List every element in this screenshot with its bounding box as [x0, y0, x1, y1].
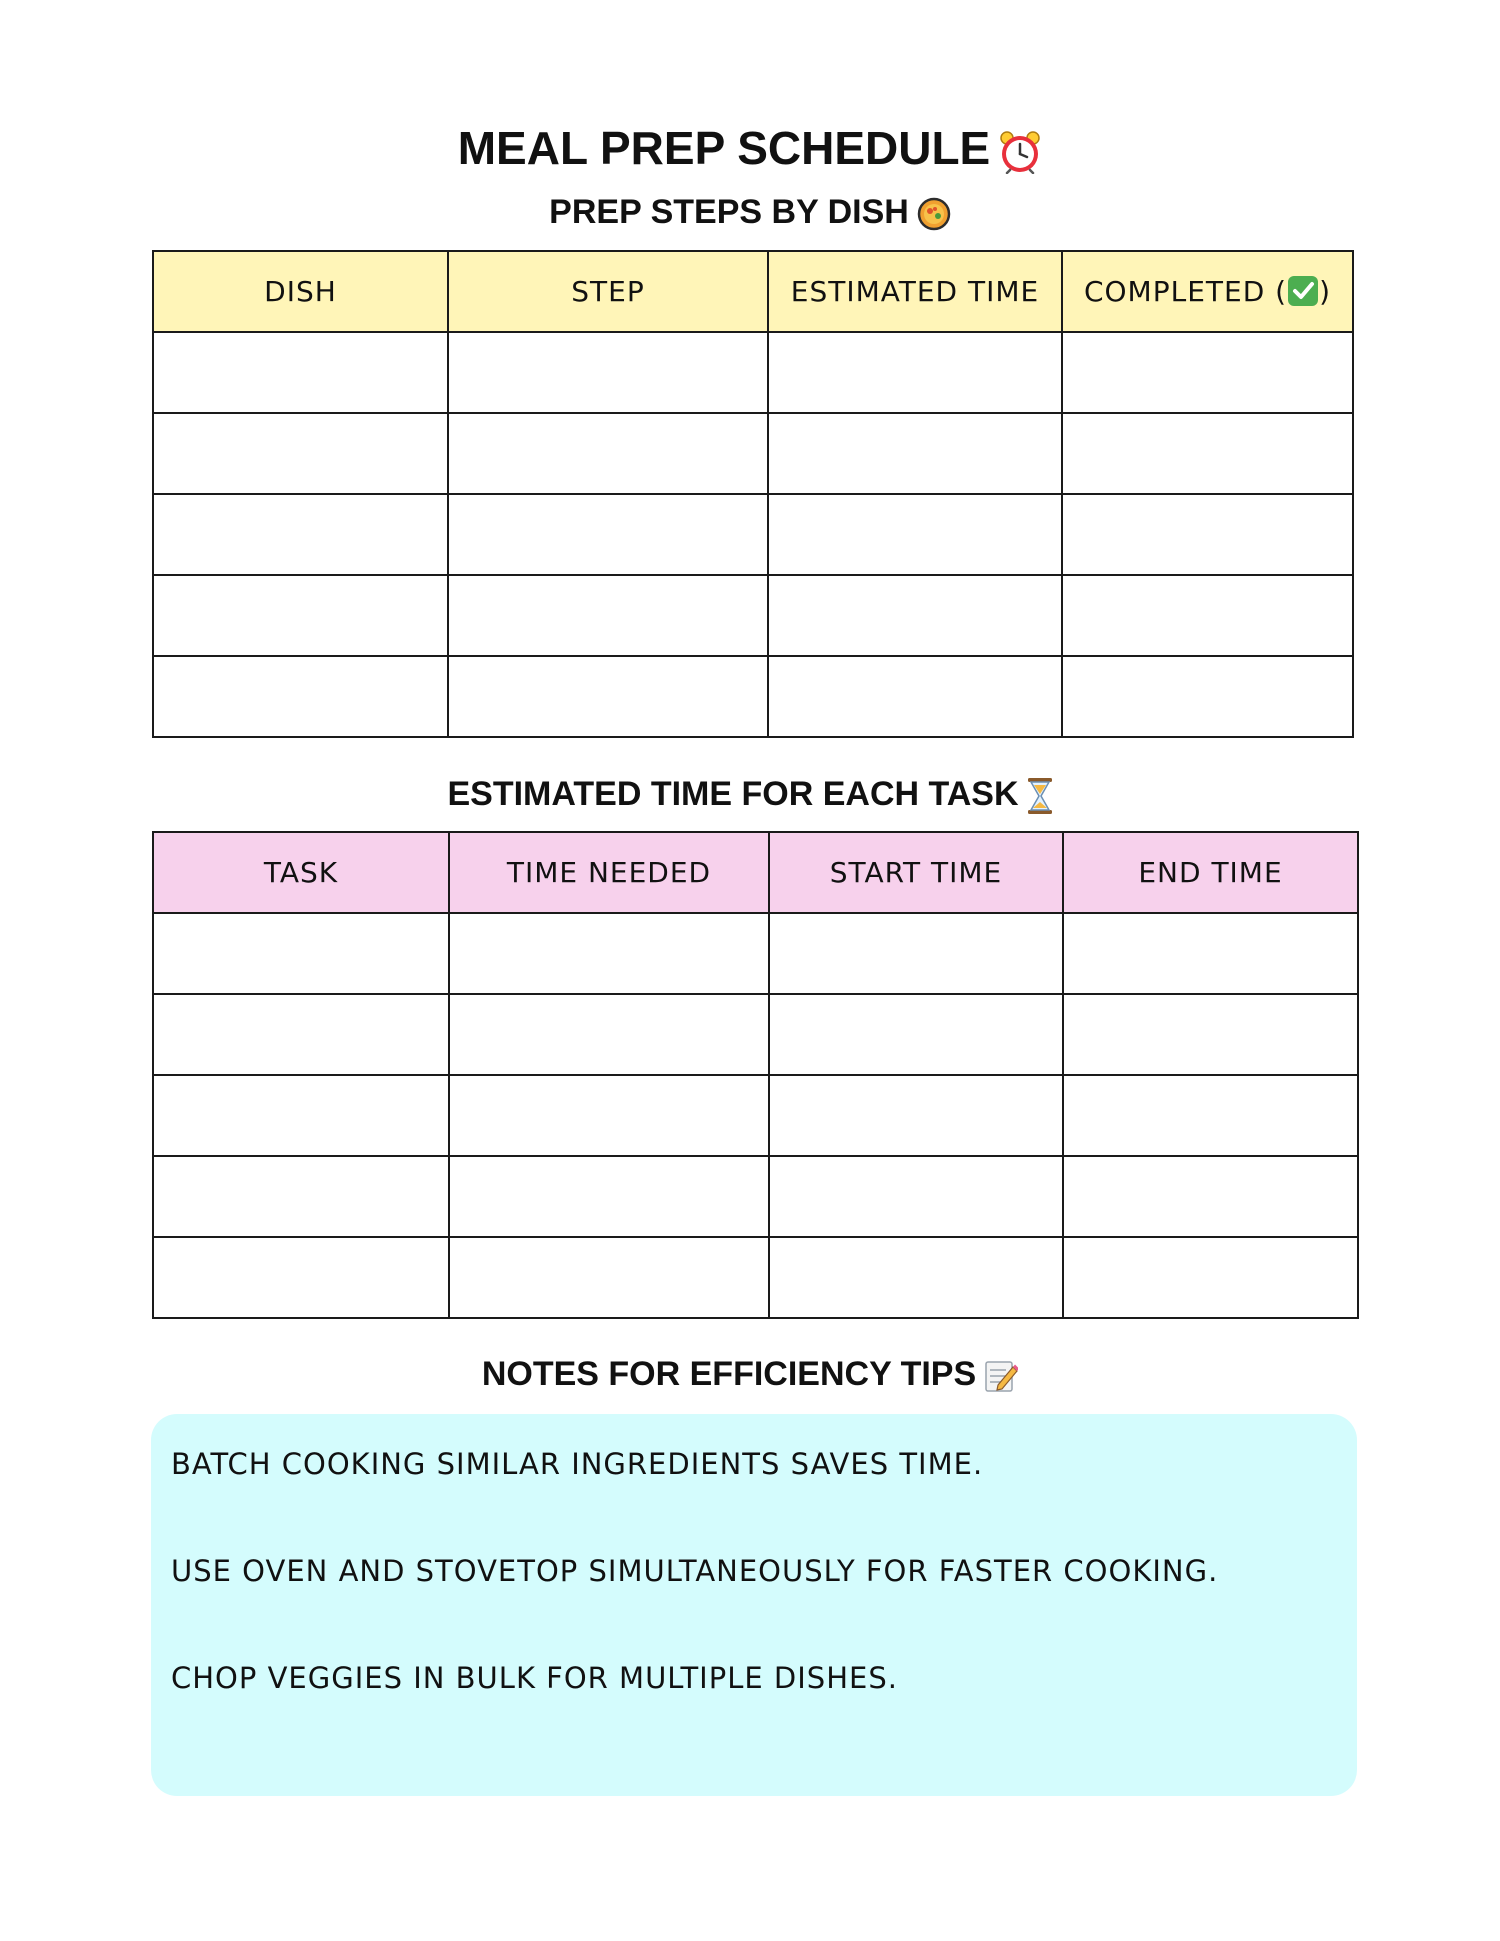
note-item: USE OVEN AND STOVETOP SIMULTANEOUSLY FOR FASTER COOKING.: [171, 1554, 1219, 1588]
table-cell[interactable]: [769, 1075, 1063, 1156]
table-row: [153, 913, 1358, 994]
table-cell[interactable]: [769, 994, 1063, 1075]
task-times-header-row: [153, 832, 1358, 913]
table-cell[interactable]: [153, 1075, 449, 1156]
task-times-table: [152, 831, 1359, 1319]
column-header-estimated-time: ESTIMATED TIME: [768, 251, 1062, 332]
task-times-title-text: ESTIMATED TIME FOR EACH TASK: [447, 775, 1019, 813]
table-cell[interactable]: [1063, 1156, 1358, 1237]
notes-title-text: NOTES FOR EFFICIENCY TIPS: [481, 1355, 977, 1393]
prep-steps-title-text: PREP STEPS BY DISH: [549, 193, 909, 231]
table-cell[interactable]: [1063, 913, 1358, 994]
table-cell[interactable]: [153, 575, 448, 656]
notes-title: [0, 1352, 1500, 1396]
table-cell[interactable]: [449, 994, 769, 1075]
table-cell[interactable]: [768, 494, 1062, 575]
note-item: CHOP VEGGIES IN BULK FOR MULTIPLE DISHES.: [171, 1661, 898, 1695]
table-cell[interactable]: [448, 656, 768, 737]
table-row: [153, 575, 1353, 656]
table-cell[interactable]: [449, 913, 769, 994]
table-cell[interactable]: [449, 1075, 769, 1156]
table-row: [153, 1075, 1358, 1156]
table-cell[interactable]: [768, 656, 1062, 737]
table-cell[interactable]: [769, 1237, 1063, 1318]
page-title-text: MEAL PREP SCHEDULE: [457, 122, 991, 174]
column-header-step: STEP: [448, 251, 768, 332]
table-row: [153, 494, 1353, 575]
table-row: [153, 413, 1353, 494]
table-cell[interactable]: [1062, 656, 1353, 737]
dish-icon: [917, 197, 951, 231]
notes-box: [151, 1414, 1357, 1796]
table-cell[interactable]: [153, 332, 448, 413]
check-mark-icon: [1287, 275, 1319, 307]
column-header-time-needed: TIME NEEDED: [449, 832, 769, 913]
table-cell[interactable]: [153, 413, 448, 494]
table-cell[interactable]: [153, 1156, 449, 1237]
table-cell[interactable]: [448, 332, 768, 413]
table-cell[interactable]: [1062, 575, 1353, 656]
table-cell[interactable]: [769, 913, 1063, 994]
table-row: [153, 1156, 1358, 1237]
table-cell[interactable]: [449, 1156, 769, 1237]
page-title: [0, 118, 1500, 178]
column-header-dish: DISH: [153, 251, 448, 332]
table-cell[interactable]: [768, 332, 1062, 413]
table-cell[interactable]: [1063, 1075, 1358, 1156]
table-cell[interactable]: [768, 413, 1062, 494]
table-cell[interactable]: [1063, 1237, 1358, 1318]
table-cell[interactable]: [768, 575, 1062, 656]
table-cell[interactable]: [153, 994, 449, 1075]
note-item: BATCH COOKING SIMILAR INGREDIENTS SAVES TIME.: [171, 1447, 984, 1481]
column-header-end-time: END TIME: [1063, 832, 1358, 913]
table-row: [153, 332, 1353, 413]
completed-header-suffix: ): [1319, 275, 1332, 308]
task-times-title: [0, 772, 1500, 816]
table-cell[interactable]: [1062, 494, 1353, 575]
table-cell[interactable]: [448, 575, 768, 656]
alarm-clock-icon: [998, 130, 1042, 174]
completed-header-prefix: COMPLETED (: [1083, 275, 1288, 308]
column-header-start-time: START TIME: [769, 832, 1063, 913]
hourglass-icon: [1027, 777, 1053, 815]
table-cell[interactable]: [448, 494, 768, 575]
table-cell[interactable]: [769, 1156, 1063, 1237]
table-cell[interactable]: [153, 656, 448, 737]
table-cell[interactable]: [1062, 413, 1353, 494]
table-cell[interactable]: [449, 1237, 769, 1318]
table-row: [153, 1237, 1358, 1318]
table-cell[interactable]: [153, 494, 448, 575]
column-header-completed: [1062, 251, 1353, 332]
table-cell[interactable]: [448, 413, 768, 494]
table-cell[interactable]: [1063, 994, 1358, 1075]
table-cell[interactable]: [153, 1237, 449, 1318]
table-row: [153, 994, 1358, 1075]
table-row: [153, 656, 1353, 737]
prep-steps-table: [152, 250, 1354, 738]
prep-steps-title: [0, 190, 1500, 234]
table-cell[interactable]: [1062, 332, 1353, 413]
column-header-task: TASK: [153, 832, 449, 913]
memo-icon: [984, 1359, 1018, 1393]
prep-steps-header-row: [153, 251, 1353, 332]
table-cell[interactable]: [153, 913, 449, 994]
